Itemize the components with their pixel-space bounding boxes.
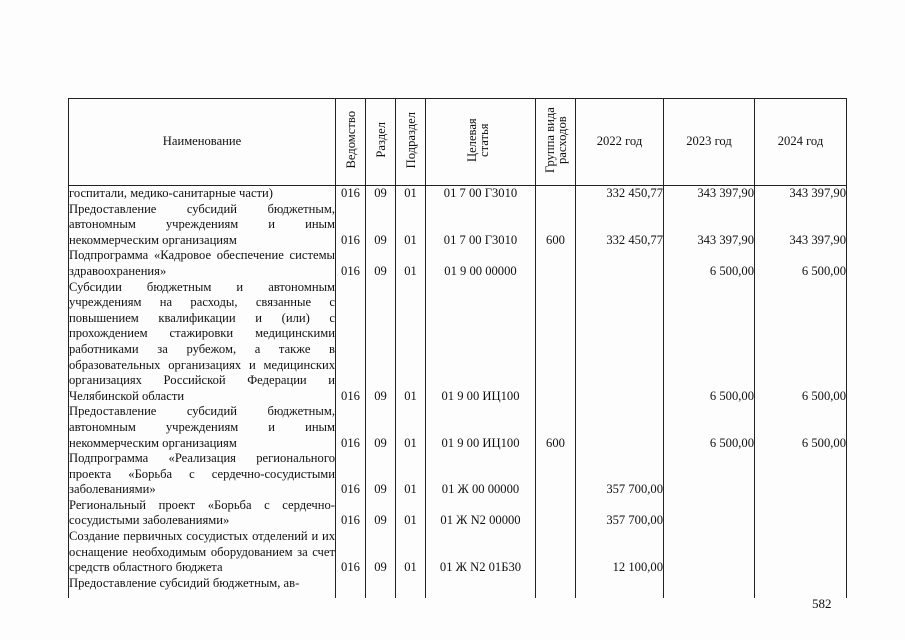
- row-dept: [336, 576, 366, 598]
- row-name: Создание первичных сосудистых отделений и их оснащение необходимым оборудованием за счет средств областного бюджета: [69, 529, 335, 575]
- row-2023: 343 397,90: [664, 186, 755, 202]
- row-target: 01 Ж N2 01Б30: [426, 529, 536, 576]
- table-header-row: [69, 99, 847, 186]
- row-section: [366, 576, 396, 598]
- row-subsection: 01: [396, 451, 426, 498]
- row-dept: 016: [336, 202, 366, 249]
- header-name: Наименование: [69, 99, 336, 186]
- row-2024: [755, 498, 847, 529]
- page-number: 582: [812, 596, 832, 611]
- row-2023: 6 500,00: [664, 280, 755, 405]
- row-group: [536, 529, 576, 576]
- row-2023: 343 397,90: [664, 202, 755, 249]
- row-target: 01 7 00 Г3010: [426, 202, 536, 249]
- header-section: Раздел: [366, 99, 396, 186]
- row-group: [536, 576, 576, 598]
- row-name: Субсидии бюджетным и автономным учреждениям на расходы, связанные с повышением квалификации и (или) с прохождением стажировки медицинскими работниками за рубежом, а также в образовательных организациях и медицинских организациях Российской Федерации и Челябинской области: [69, 279, 335, 403]
- row-dept: 016: [336, 451, 366, 498]
- row-2024: 6 500,00: [755, 404, 847, 451]
- row-section: 09: [366, 202, 396, 249]
- row-subsection: 01: [396, 248, 426, 279]
- row-section: 09: [366, 280, 396, 405]
- row-target: 01 7 00 Г3010: [426, 186, 536, 202]
- header-dept: Ведомство: [336, 99, 366, 186]
- row-target: 01 9 00 ИЦ100: [426, 404, 536, 451]
- row-dept: 016: [336, 186, 366, 202]
- row-group: [536, 248, 576, 279]
- row-subsection: 01: [396, 529, 426, 576]
- table-row: [69, 186, 847, 202]
- row-2022: [576, 248, 664, 279]
- row-section: 09: [366, 404, 396, 451]
- row-2022: 357 700,00: [576, 451, 664, 498]
- row-2022: 332 450,77: [576, 202, 664, 249]
- row-group: [536, 498, 576, 529]
- table-row: [69, 451, 847, 498]
- row-group: 600: [536, 404, 576, 451]
- row-2022: 332 450,77: [576, 186, 664, 202]
- row-group: [536, 186, 576, 202]
- row-subsection: 01: [396, 280, 426, 405]
- row-subsection: 01: [396, 498, 426, 529]
- row-2022: [576, 404, 664, 451]
- row-subsection: 01: [396, 202, 426, 249]
- row-section: 09: [366, 248, 396, 279]
- row-group: [536, 280, 576, 405]
- row-name: госпитали, медико-санитарные части): [69, 186, 336, 202]
- row-section: 09: [366, 451, 396, 498]
- table-row: [69, 576, 847, 598]
- row-section: 09: [366, 498, 396, 529]
- row-2023: 6 500,00: [664, 404, 755, 451]
- row-target: 01 Ж 00 00000: [426, 451, 536, 498]
- row-dept: 016: [336, 529, 366, 576]
- table-row: [69, 280, 847, 405]
- row-name: Предоставление субсидий бюджетным, автономным учреждениям и иным некоммерческим организациям: [69, 201, 335, 247]
- row-target: 01 Ж N2 00000: [426, 498, 536, 529]
- row-2024: 343 397,90: [755, 186, 847, 202]
- table-row: [69, 529, 847, 576]
- row-2023: [664, 451, 755, 498]
- row-2024: [755, 451, 847, 498]
- row-section: 09: [366, 529, 396, 576]
- header-2022: 2022 год: [576, 99, 664, 186]
- row-target: [426, 576, 536, 598]
- row-2023: [664, 576, 755, 598]
- row-2024: 6 500,00: [755, 248, 847, 279]
- row-2024: [755, 576, 847, 598]
- table-row: [69, 404, 847, 451]
- row-2024: 6 500,00: [755, 280, 847, 405]
- table-row: [69, 498, 847, 529]
- row-dept: 016: [336, 404, 366, 451]
- header-expense-group: Группа вида расходов: [536, 99, 576, 186]
- row-2023: [664, 529, 755, 576]
- row-2024: [755, 529, 847, 576]
- budget-table: [68, 98, 847, 598]
- header-subsection: Подраздел: [396, 99, 426, 186]
- row-2023: [664, 498, 755, 529]
- row-2022: 12 100,00: [576, 529, 664, 576]
- table-row: [69, 248, 847, 279]
- row-name: Региональный проект «Борьба с сердечно-сосудистыми заболеваниями»: [69, 497, 335, 528]
- header-2024: 2024 год: [755, 99, 847, 186]
- row-2022: [576, 576, 664, 598]
- row-name: Предоставление субсидий бюджетным, автономным учреждениям и иным некоммерческим организациям: [69, 404, 335, 450]
- row-name: Подпрограмма «Реализация регионального проекта «Борьба с сердечно-сосудистыми заболеваниями»: [69, 451, 335, 497]
- header-2023: 2023 год: [664, 99, 755, 186]
- row-group: 600: [536, 202, 576, 249]
- row-name: Предоставление субсидий бюджетным, ав-: [69, 576, 336, 598]
- row-dept: 016: [336, 280, 366, 405]
- row-target: 01 9 00 00000: [426, 248, 536, 279]
- row-subsection: 01: [396, 404, 426, 451]
- row-2023: 6 500,00: [664, 248, 755, 279]
- row-2022: 357 700,00: [576, 498, 664, 529]
- row-dept: 016: [336, 498, 366, 529]
- row-subsection: [396, 576, 426, 598]
- row-subsection: 01: [396, 186, 426, 202]
- row-section: 09: [366, 186, 396, 202]
- row-name: Подпрограмма «Кадровое обеспечение системы здравоохранения»: [69, 248, 335, 278]
- row-group: [536, 451, 576, 498]
- header-target: Целевая статья: [426, 99, 536, 186]
- table-row: [69, 202, 847, 249]
- row-2024: 343 397,90: [755, 202, 847, 249]
- row-target: 01 9 00 ИЦ100: [426, 280, 536, 405]
- row-2022: [576, 280, 664, 405]
- row-dept: 016: [336, 248, 366, 279]
